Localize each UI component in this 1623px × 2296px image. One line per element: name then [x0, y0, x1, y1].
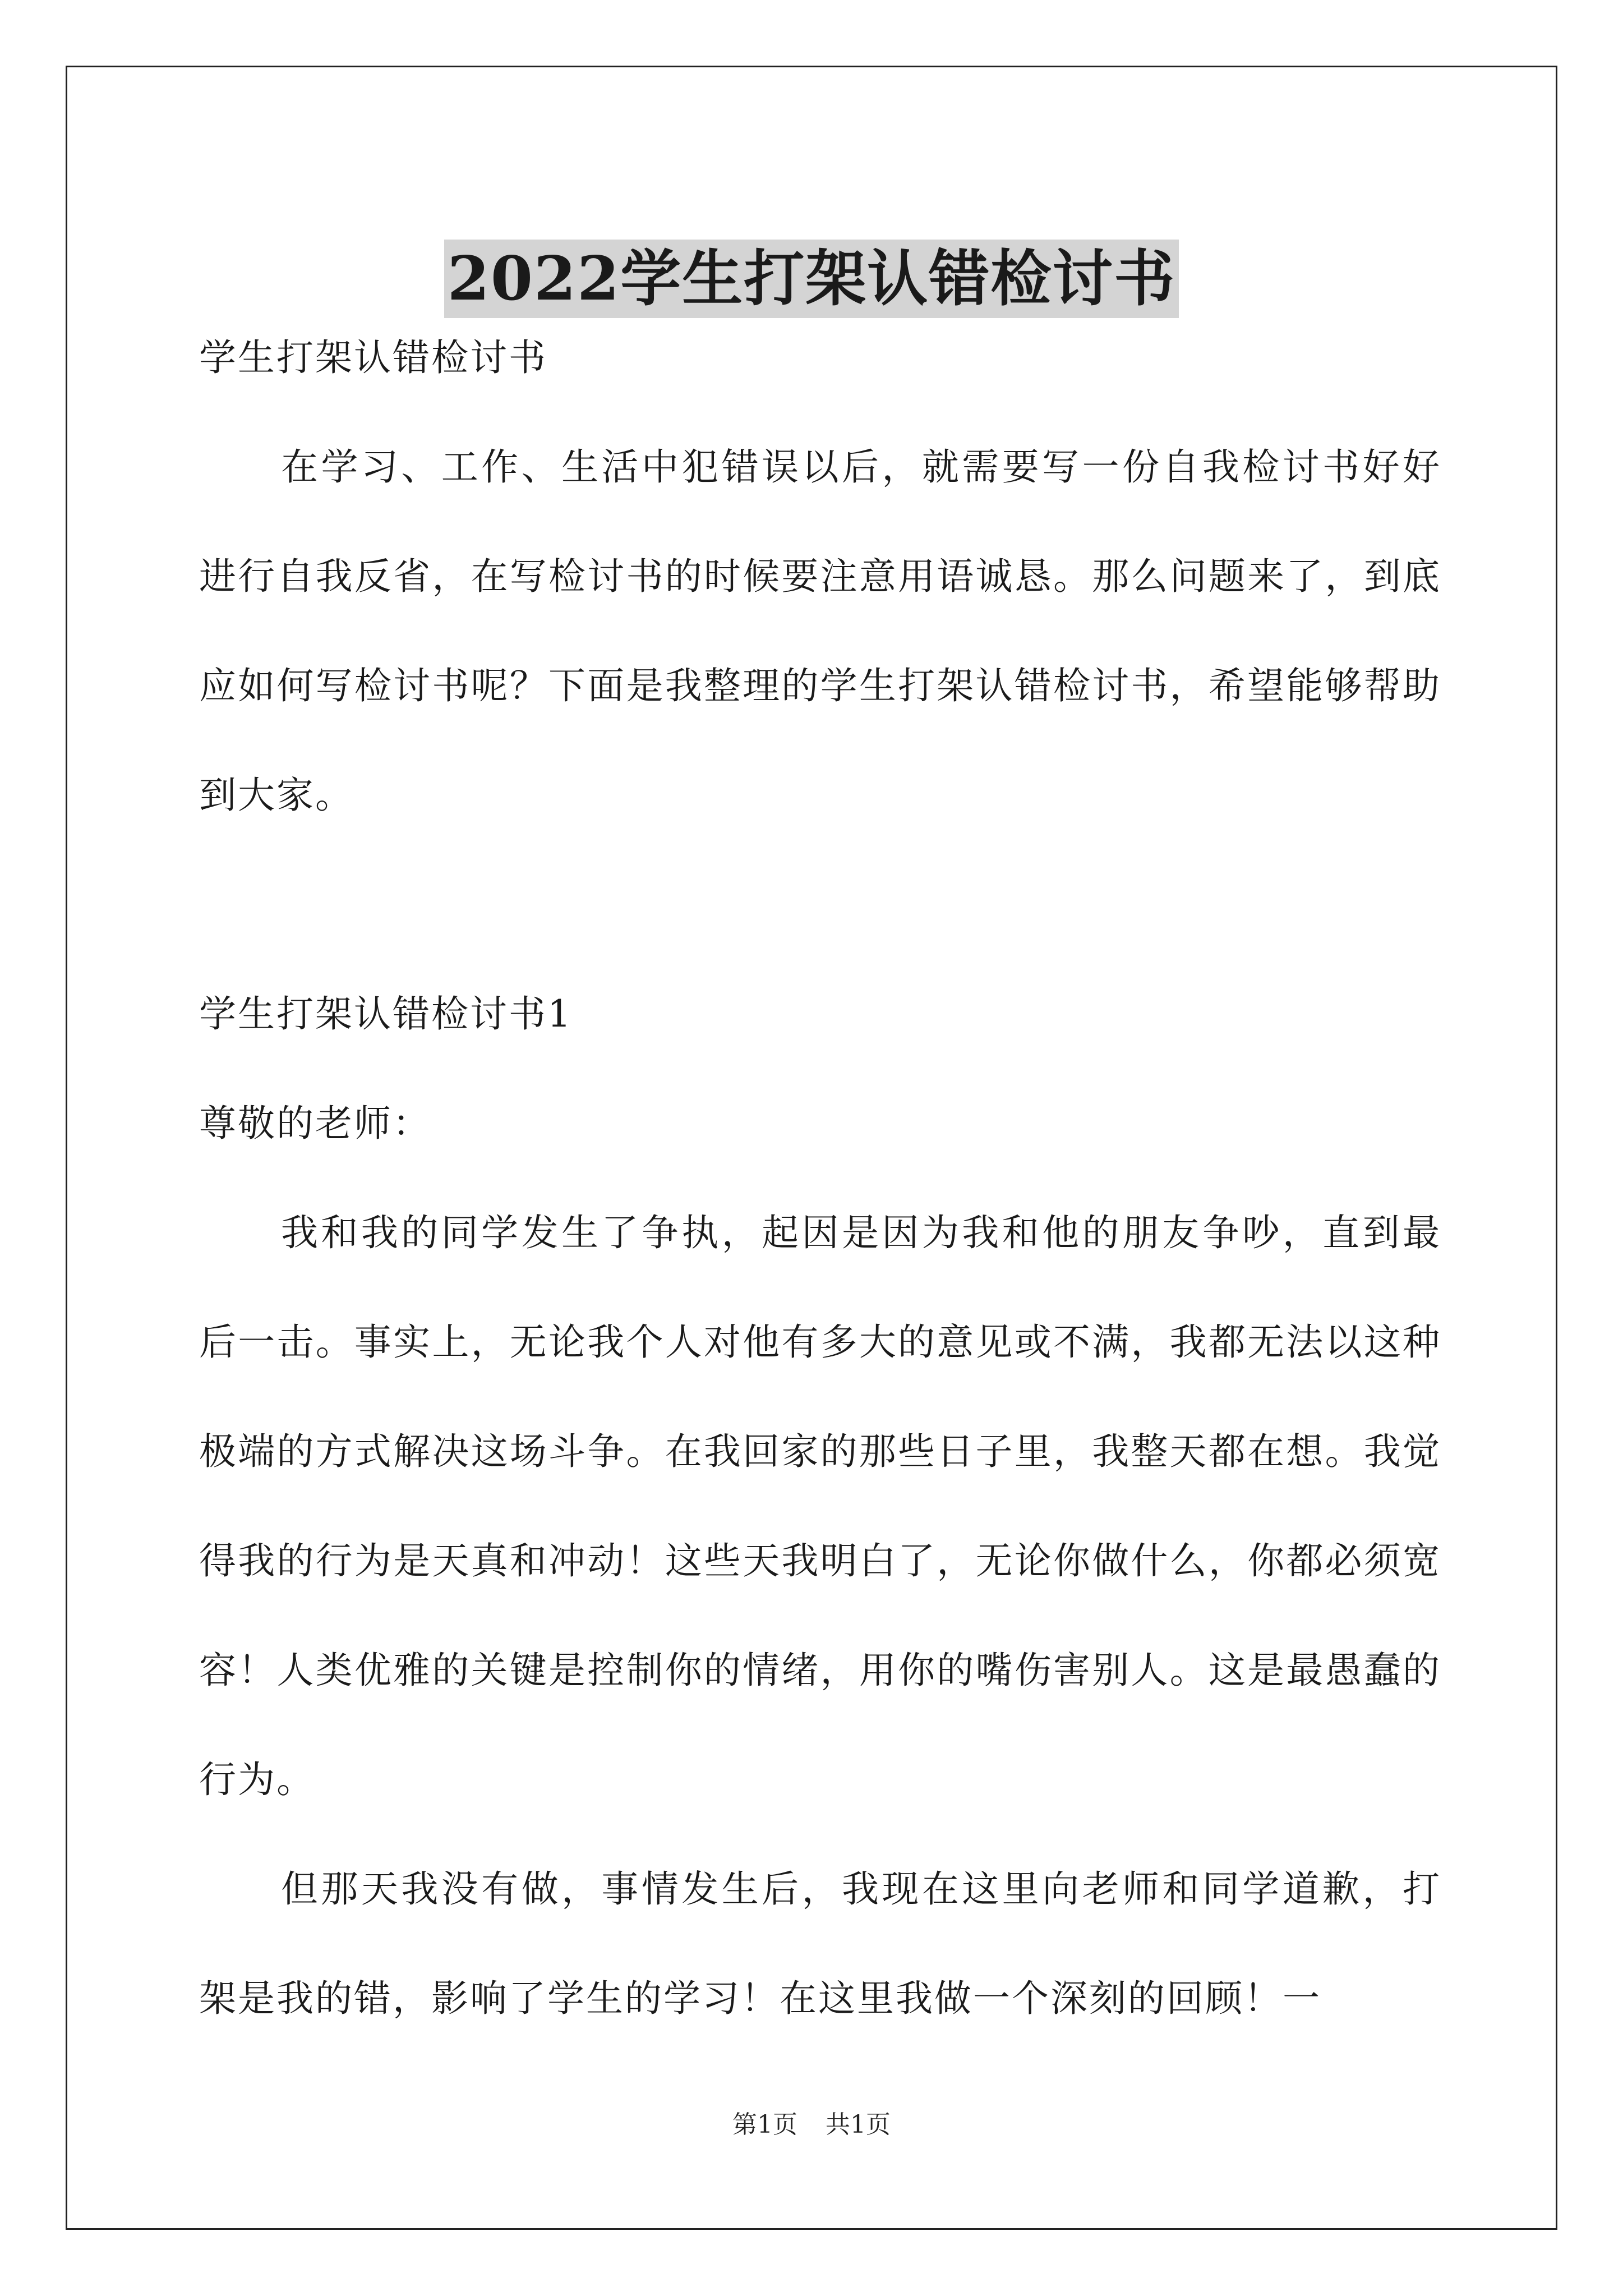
- page-footer: [0, 2108, 1623, 2142]
- salutation: 尊敬的老师：: [199, 1102, 431, 1145]
- spacer: [199, 850, 1441, 959]
- subtitle: 学生打架认错检讨书: [199, 336, 547, 379]
- section-title: 学生打架认错检讨书1: [199, 992, 573, 1036]
- document-body: [199, 303, 1441, 2053]
- intro-paragraph: 在学习、工作、生活中犯错误以后，就需要写一份自我检讨书好好进行自我反省，在写检讨书的时候要注意用语诚恳。那么问题来了，到底应如何写检讨书呢？下面是我整理的学生打架认错检讨书，希望能够帮助到大家。: [199, 445, 1441, 817]
- page-number-total: 共1页: [826, 2110, 891, 2139]
- body-paragraph-2: 但那天我没有做，事情发生后，我现在这里向老师和同学道歉，打架是我的错，影响了学生的学习！在这里我做一个深刻的回顾！一: [199, 1867, 1441, 2020]
- body-paragraph-1: 我和我的同学发生了争执，起因是因为我和他的朋友争吵，直到最后一击。事实上，无论我个人对他有多大的意见或不满，我都无法以这种极端的方式解决这场斗争。在我回家的那些日子里，我整天都在想。我觉得我的行为是天真和冲动！这些天我明白了，无论你做什么，你都必须宽容！人类优雅的关键是控制你的情绪，用你的嘴伤害别人。这是最愚蠢的行为。: [199, 1211, 1441, 1801]
- page-number-current: 第1页: [732, 2110, 797, 2139]
- page-title: 2022学生打架认错检讨书: [444, 240, 1179, 318]
